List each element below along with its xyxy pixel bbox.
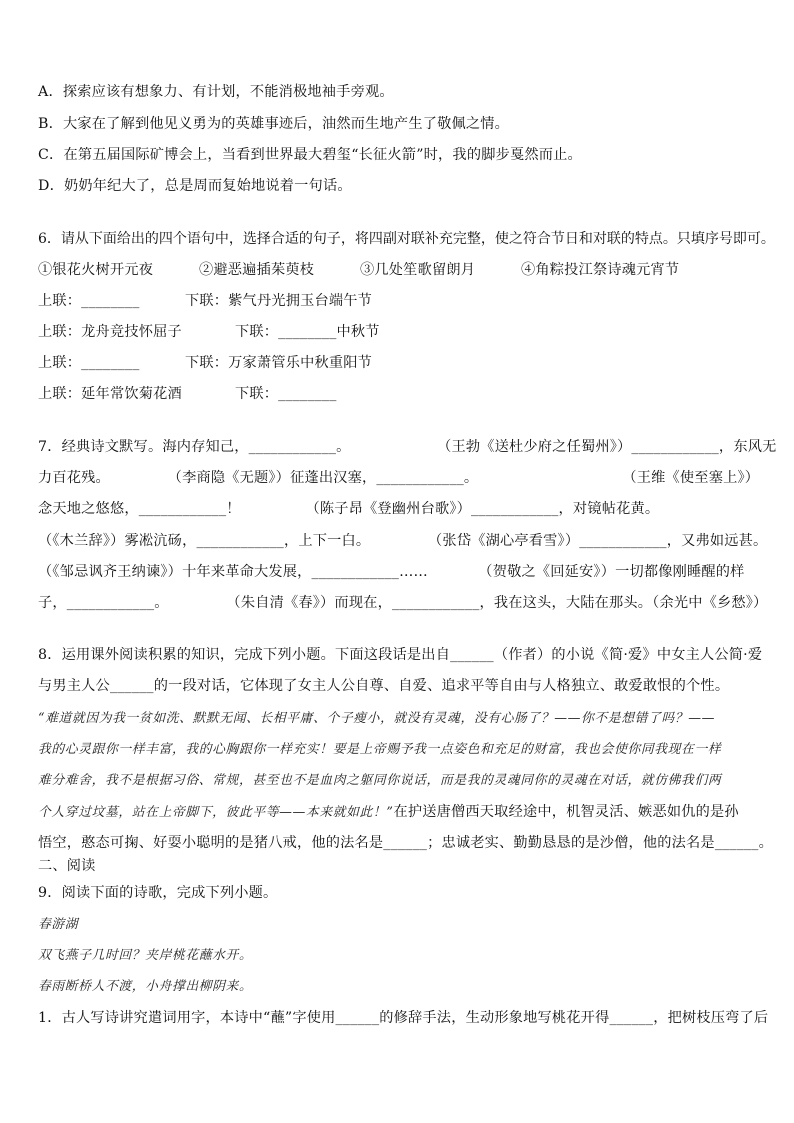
poem-line-1: 双飞燕子几时回？夹岸桃花蘸水开。 [38, 948, 253, 963]
couplet-1-lower: 下联：紫气丹光拥玉台端午节 [185, 293, 373, 309]
q6-choice-1: ①银花火树开元夜 [38, 262, 154, 278]
q9-stem: 9．阅读下面的诗歌，完成下列小题。 [38, 885, 278, 901]
q6-choice-3: ③几处笙歌留朗月 [360, 262, 476, 278]
section-title: 二、阅读 [38, 858, 96, 874]
q7-line-3: 念天地之悠悠，____________！ （陈子昂《登幽州台歌》）____________，对镜帖花黄。 [38, 501, 660, 517]
couplet-4-lower: 下联：________ [235, 386, 337, 402]
q8-quote-line-3: 难分难舍，我不是根据习俗、常规，甚至也不是血肉之躯同你说话，而是我的灵魂同你的灵魂在对话，就仿佛我们两 [38, 773, 722, 788]
q8-end-line: 悟空，憨态可掬、好耍小聪明的是猪八戒，他的法名是______；忠诚老实、勤勤恳恳的是沙僧，他的法名是______。 [38, 835, 773, 851]
q7-line-6: 子，____________。 （朱自清《春》）而现在，____________，我在这头，大陆在那头。（余光中《乡愁》） [38, 595, 768, 611]
q8-quote-line-4-row [38, 803, 739, 822]
couplet-3-lower: 下联：万家萧管乐中秋重阳节 [185, 355, 373, 371]
q6-stem: 6．请从下面给出的四个语句中，选择合适的句子，将四副对联补充完整，使之符合节日和对联的特点。只填序号即可。 [38, 231, 775, 247]
q6-choice-2: ②避恶遍插茱萸枝 [199, 262, 315, 278]
q6-choice-4: ④角粽投江祭诗魂元宵节 [521, 262, 680, 278]
q7-line-5: （《邹忌讽齐王纳谏》）十年来革命大发展，____________…… （贺敬之《回延安》）一切都像刚睡醒的样 [38, 564, 745, 580]
couplet-3-upper: 上联：________ [38, 355, 140, 371]
q8-line-2: 与男主人公______的一段对话，它体现了女主人公自尊、自爱、追求平等自由与人格独立、敢爱敢恨的个性。 [38, 678, 730, 694]
q5-option-b: B．大家在了解到他见义勇为的英雄事迹后，油然而生地产生了敬佩之情。 [38, 116, 510, 132]
q8-quote-line-4: 个人穿过坟墓，站在上帝脚下，彼此平等——本来就如此！” [38, 805, 394, 820]
couplet-4-upper: 上联：延年常饮菊花酒 [38, 386, 182, 402]
q7-line-1: 7．经典诗文默写。海内存知己，____________。 （王勃《送杜少府之任蜀州》）____________，东风无 [38, 439, 777, 455]
q7-line-2: 力百花残。 （李商隐《无题》）征蓬出汉塞，____________。 （王维《使至塞上》） [38, 470, 760, 486]
q7-line-4: （《木兰辞》）雾凇沆砀，____________，上下一白。 （张岱《湖心亭看雪》）____________，又弗如远甚。 [38, 533, 768, 549]
q5-option-c: C．在第五届国际矿博会上，当看到世界最大碧玺“长征火箭”时，我的脚步戛然而止。 [38, 147, 582, 163]
couplet-2-lower: 下联：________中秋节 [235, 324, 380, 340]
q8-quote-line-1: “难道就因为我一贫如洗、默默无闻、长相平庸、个子瘦小，就没有灵魂，没有心肠了？——你不是想错了吗？—— [38, 711, 715, 726]
poem-line-2: 春雨断桥人不渡，小舟撑出柳阴来。 [38, 979, 253, 994]
q9-sub1: 1．古人写诗讲究遣词用字，本诗中“蘸”字使用______的修辞手法，生动形象地写桃花开得______，把树枝压弯了后 [38, 1010, 769, 1026]
q8-quote-line-2: 我的心灵跟你一样丰富，我的心胸跟你一样充实！要是上帝赐予我一点姿色和充足的财富，我也会使你同我现在一样 [38, 742, 722, 757]
couplet-2-upper: 上联：龙舟竞技怀屈子 [38, 324, 182, 340]
couplet-1-upper: 上联：________ [38, 293, 140, 309]
q8-tail: 在护送唐僧西天取经途中，机智灵活、嫉恶如仇的是孙 [393, 804, 739, 820]
poem-title: 春游湖 [38, 917, 79, 932]
q5-option-a: A．探索应该有想象力、有计划，不能消极地袖手旁观。 [38, 84, 394, 100]
q5-option-d: D．奶奶年纪大了，总是周而复始地说着一句话。 [38, 178, 352, 194]
q8-line-1: 8．运用课外阅读积累的知识，完成下列小题。下面这段话是出自______（作者）的小说《简·爱》中女主人公简·爱 [38, 647, 763, 663]
